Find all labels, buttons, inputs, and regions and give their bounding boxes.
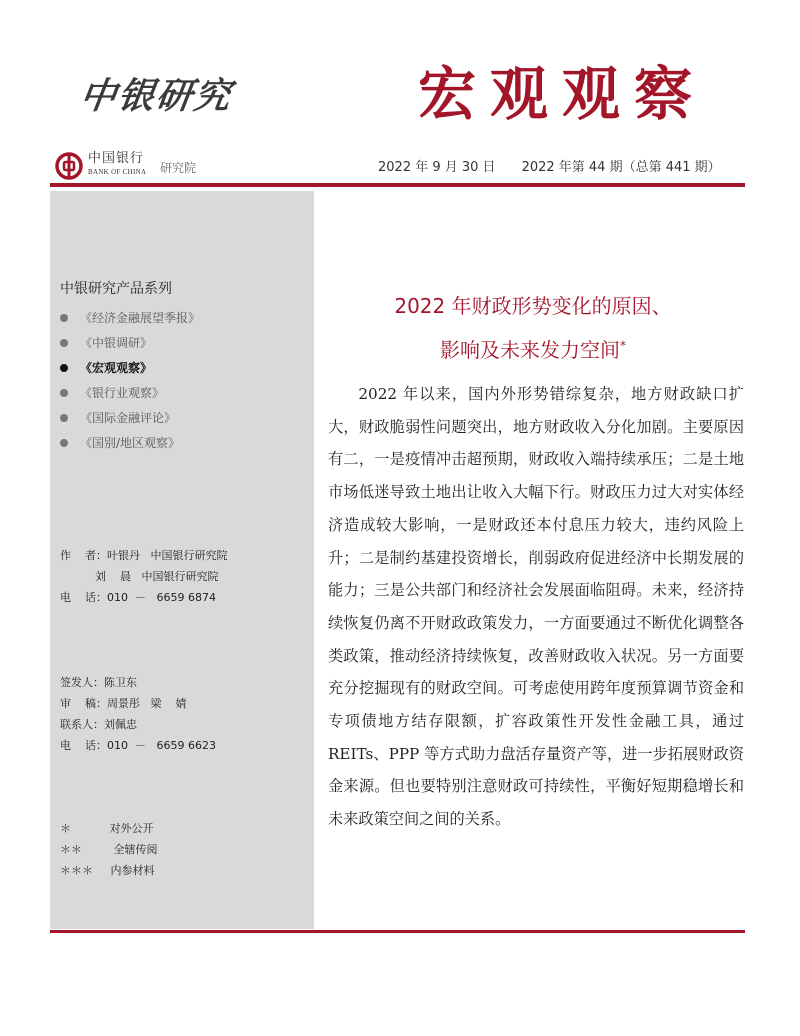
product-item [60, 406, 200, 431]
bullet-icon [60, 414, 68, 422]
product-item [60, 381, 200, 406]
header-divider [50, 183, 745, 187]
product-label: 《国际金融评论》 [80, 411, 177, 425]
bank-of-china-emblem-icon [55, 152, 83, 180]
product-item [60, 331, 200, 356]
article-title-text: 影响及未来发力空间 [440, 338, 620, 362]
publish-date: 2022 年 9 月 30 日 [378, 160, 496, 175]
product-label: 《银行业观察》 [80, 386, 165, 400]
article-title-line2 [328, 336, 738, 364]
product-label: 《国别/地区观察》 [80, 436, 181, 450]
article-title-line1: 2022 年财政形势变化的原因、 [394, 294, 672, 318]
classification-legend: ＊ 对外公开 ＊＊ 全辖传阅 ＊＊＊ 内参材料 [60, 822, 158, 877]
institute-label: 研究院 [160, 161, 197, 175]
bank-name-cn: 中国银行 [88, 151, 145, 166]
product-item [60, 306, 200, 331]
product-series-list [60, 306, 200, 456]
article-abstract: 2022 年以来，国内外形势错综复杂，地方财政缺口扩大，财政脆弱性问题突出，地方财政收入分化加剧。主要原因有二，一是疫情冲击超预期，财政收入端持续承压；二是土地市场低迷导致土地出让收入大幅下行。财政压力过大对实体经济造成较大影响，一是财政还本付息压力较大，违约风险上升；二是制约基建投资增长，削弱政府促进经济中长期发展的能力；三是公共部门和经济社会发展面临阻碍。未来，经济持续恢复仍离不开财政政策发力，一方面要通过不断优化调整各类政策，推动经济持续恢复，改善财政收入状况。另一方面要充分挖掘现有的财政空间。可考虑使用跨年度预算调节资金和专项债地方结存限额，扩容政策性开发性金融工具，通过 REITs、PPP 等方式助力盘活存量资产等，进一步拓展财政资金来源。但也要特别注意财政可持续性，平衡好短期稳增长和未来政策空间之间的关系。 [328, 385, 744, 829]
product-label: 《宏观观察》 [80, 361, 153, 375]
bullet-icon [60, 364, 68, 372]
product-label: 《经济金融展望季报》 [80, 311, 201, 325]
product-item-active [60, 356, 200, 381]
product-item [60, 431, 200, 456]
bank-name-en: BANK OF CHINA [88, 168, 147, 176]
research-logo: 中银研究 [77, 75, 235, 117]
product-label: 《中银调研》 [80, 336, 153, 350]
bullet-icon [60, 339, 68, 347]
bullet-icon [60, 389, 68, 397]
issue-info [378, 156, 758, 175]
author-info: 作 者：叶银丹 中国银行研究院 刘 晨 中国银行研究院 电 话：010 － 6659 6874 [60, 549, 228, 604]
bullet-icon [60, 439, 68, 447]
series-title: 宏观观察 [418, 60, 707, 128]
footer-divider [50, 930, 745, 933]
issue-number: 2022 年第 44 期（总第 441 期） [521, 160, 721, 175]
approval-info: 签发人：陈卫东 审 稿：周景彤 梁 婧 联系人：刘佩忠 电 话：010 － 6659 6623 [60, 676, 216, 752]
bullet-icon [60, 314, 68, 322]
product-series-heading: 中银研究产品系列 [60, 281, 172, 297]
footnote-mark: * [620, 338, 626, 353]
